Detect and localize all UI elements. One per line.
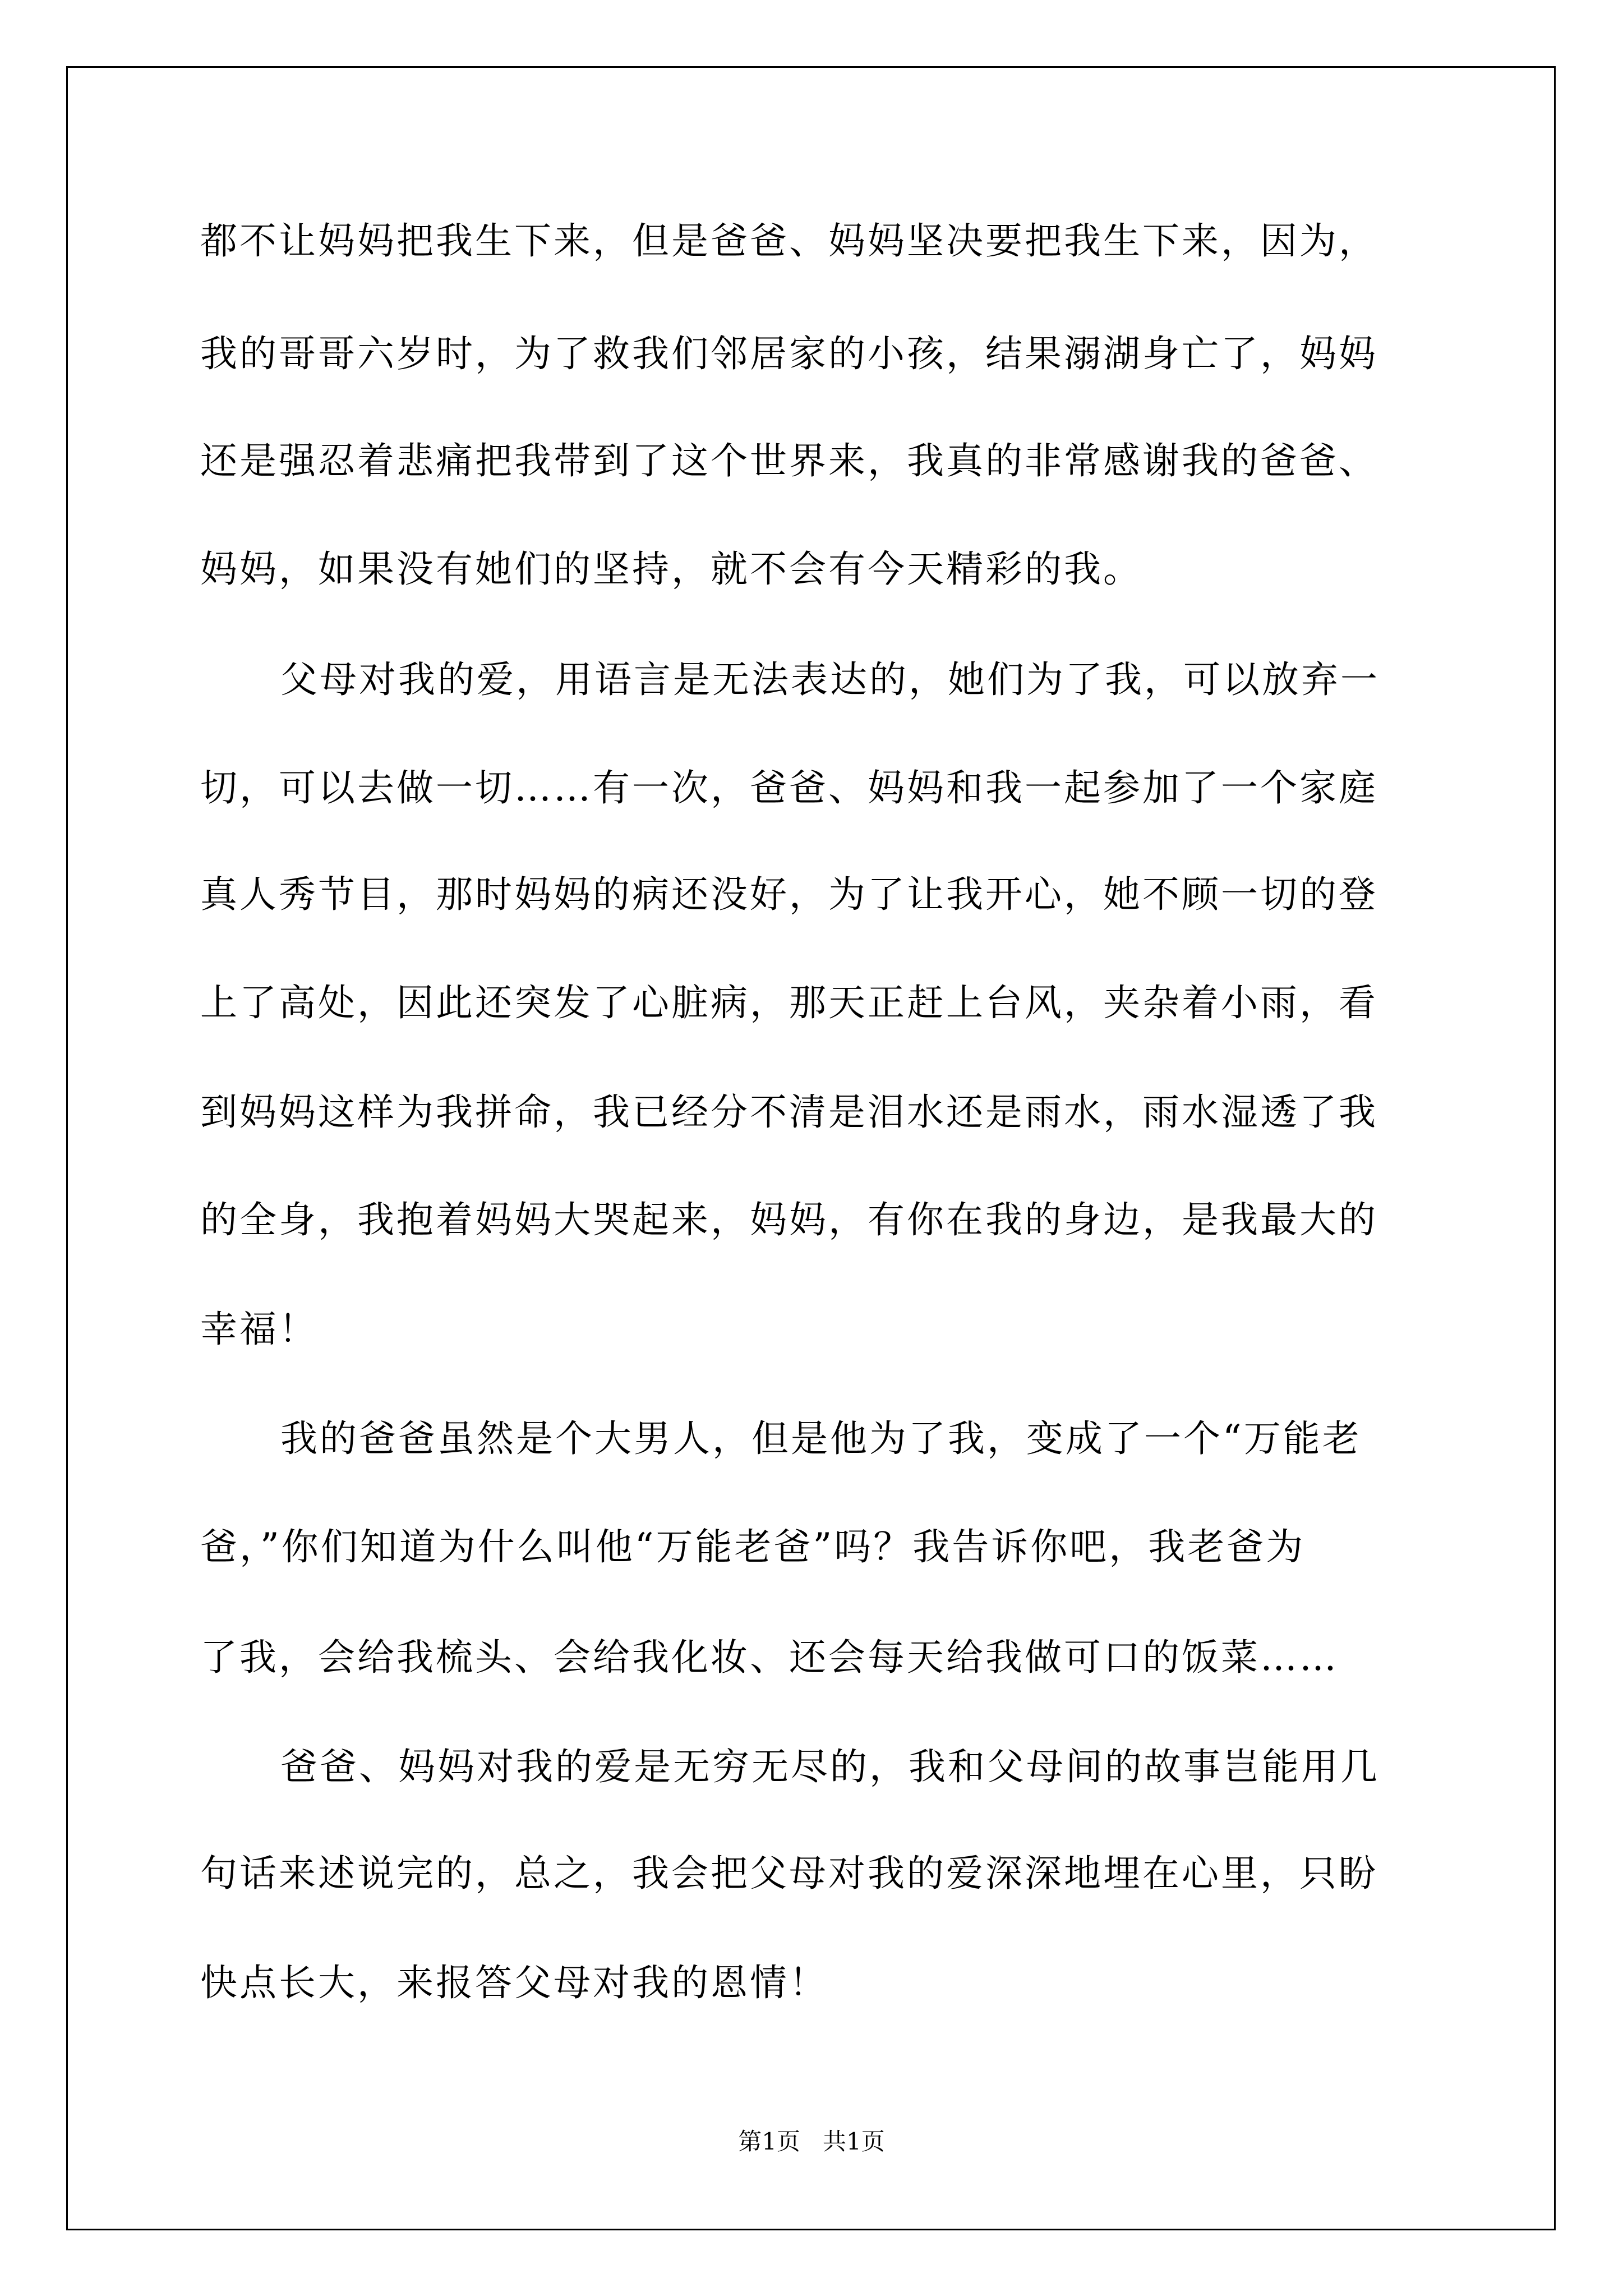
text-line: 句话来述说完的，总之，我会把父母对我的爱深深地埋在心里，只盼 xyxy=(200,1852,1378,1895)
text-line: 了我，会给我梳头、会给我化妆、还会每天给我做可口的饭菜…… xyxy=(200,1636,1339,1679)
text-line: 幸福！ xyxy=(200,1308,318,1351)
text-line: 切，可以去做一切……有一次，爸爸、妈妈和我一起参加了一个家庭 xyxy=(200,766,1378,809)
text-line: 到妈妈这样为我拼命，我已经分不清是泪水还是雨水，雨水湿透了我 xyxy=(200,1091,1378,1134)
text-line: 爸，”你们知道为什么叫他“万能老爸”吗？我告诉你吧，我老爸为 xyxy=(200,1525,1306,1568)
page-total: 共1页 xyxy=(823,2128,885,2155)
text-line: 上了高处，因此还突发了心脏病，那天正赶上台风，夹杂着小雨，看 xyxy=(200,981,1378,1024)
text-line: 妈妈，如果没有她们的坚持，就不会有今天精彩的我。 xyxy=(200,547,1142,591)
text-line: 我的哥哥六岁时，为了救我们邻居家的小孩，结果溺湖身亡了，妈妈 xyxy=(200,332,1378,375)
text-line: 我的爸爸虽然是个大男人，但是他为了我，变成了一个“万能老 xyxy=(280,1417,1362,1460)
page-footer xyxy=(0,2125,1623,2159)
text-line: 快点长大，来报答父母对我的恩情！ xyxy=(200,1961,828,2004)
text-line: 都不让妈妈把我生下来，但是爸爸、妈妈坚决要把我生下来，因为， xyxy=(200,219,1378,263)
text-line: 的全身，我抱着妈妈大哭起来，妈妈，有你在我的身边，是我最大的 xyxy=(200,1198,1378,1241)
text-line: 真人秀节目，那时妈妈的病还没好，为了让我开心，她不顾一切的登 xyxy=(200,873,1378,916)
text-line: 爸爸、妈妈对我的爱是无穷无尽的，我和父母间的故事岂能用几 xyxy=(280,1745,1380,1788)
text-line: 还是强忍着悲痛把我带到了这个世界来，我真的非常感谢我的爸爸、 xyxy=(200,439,1378,482)
text-line: 父母对我的爱，用语言是无法表达的，她们为了我，可以放弃一 xyxy=(280,658,1380,701)
page-border xyxy=(66,66,1556,2230)
page-number: 第1页 xyxy=(738,2128,800,2155)
